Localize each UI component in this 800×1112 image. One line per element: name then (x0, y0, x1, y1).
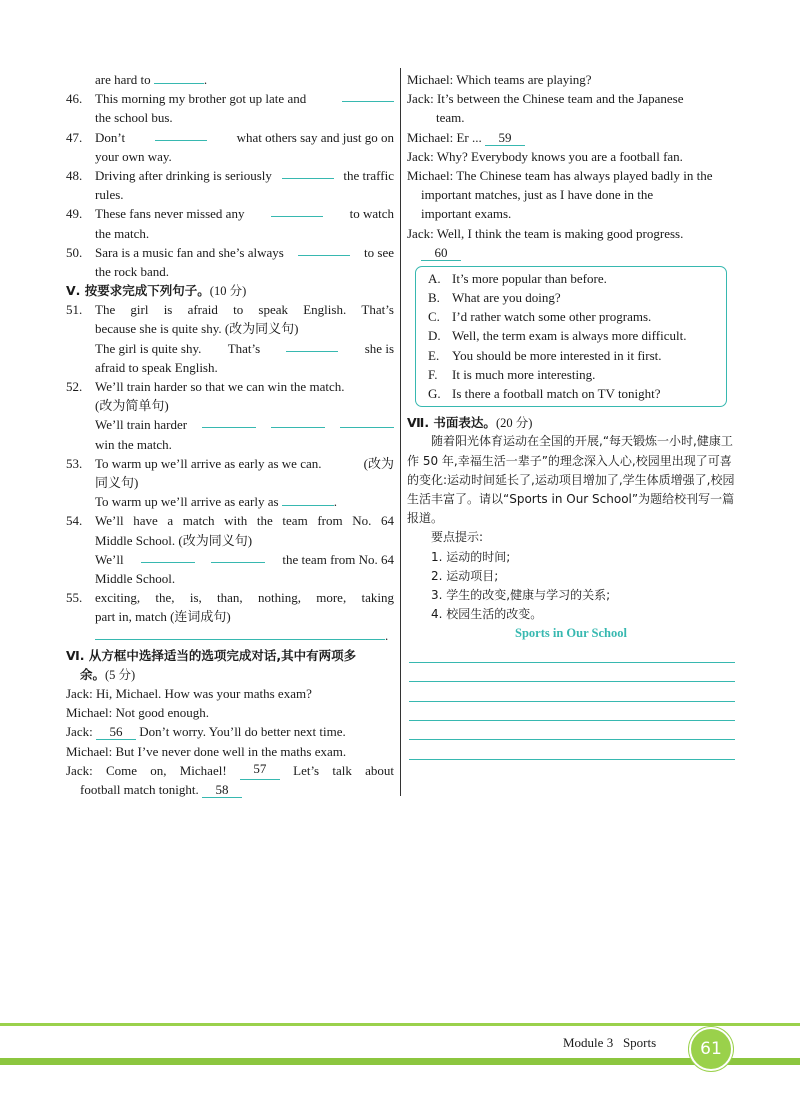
essay-title: Sports in Our School (515, 626, 627, 641)
writing-line[interactable] (409, 702, 735, 721)
dialog-60: 60 (407, 243, 735, 262)
option-a: A. It’s more popular than before. (428, 270, 607, 286)
option-g: G. Is there a football match on TV tonight? (428, 386, 661, 401)
options-box (415, 266, 727, 407)
question-54: 54. We’ll have a match with the team from No. 64 (66, 513, 394, 529)
writing-area[interactable] (407, 644, 735, 760)
option-b: B. What are you doing? (428, 290, 561, 306)
question-53: 53. To warm up we’ll arrive as early as we can. (改为 (66, 455, 394, 471)
answer-blank[interactable] (155, 128, 207, 141)
answer-line[interactable] (95, 627, 385, 640)
question-52: 52. We’ll train harder so that we can win the match. (66, 379, 345, 394)
option-f: F. It is much more interesting. (428, 366, 596, 382)
footer-bar (0, 1058, 800, 1065)
answer-blank[interactable] (282, 166, 334, 179)
question-47: 47. Don’t what others say and just go on (66, 129, 394, 145)
question-48: 48. Driving after drinking is seriously the traffic (66, 167, 394, 183)
right-column: Michael: Which teams are playing? Jack: It’s between the Chinese team and the Japanese team. Michael: Er ... 59 Jack: Why? Everybody knows you are a football fan. Michael: The Chinese team has always played badly in the important matches, just as I have done in the important exams. Jack: Well, I think the team is making good progress. 60 A. It’s more popular than before. B. What are you doing? C. I’d rather watch some other programs. D. Well, the term exam is always more difficult. E. You should be more interested in it first. F. It is much more interesting. G. Is there a football match on TV tonight? Ⅶ. 书面表达。(20 分) 随着阳光体育运动在全国的开展,“每天锻炼一小时,健康工作 50 年,幸福生活一辈子”的理念深入人心,校园里出现了可喜的变化:运动时间延长了,运动项目增加了,学生体质增强了,校园生活丰富了。请以“Sports in Our School”为题给校刊写一篇报道。 要点提示: 1. 运动的时间; 2. 运动项目; 3. 学生的改变,健康与学习的关系; 4. 校园生活的改变。 Sports in Our School (407, 70, 735, 760)
writing-line[interactable] (409, 663, 735, 682)
question-46: 46. This morning my brother got up late and (66, 89, 394, 108)
left-column: are hard to . 46. This morning my brother got up late and the school bus. 47. Don’t what others say and just go on your own way. 48. Driving after drinking is seriously the traffic rules. 49. These fans never missed any to watch the match. 50. Sara is a music fan and she’s always to see the rock band. Ⅴ. 按要求完成下列句子。(10 分) 51. The girl is afraid to speak English. That’s because she is quite shy. (改为同义句) The girl is quite shy. That’s she is afraid to speak English. 52. We’ll train harder so that we can win the match. (改为简单句) We’ll train harder win the match. 53. To warm up we’ll arrive as early as we can. (改为 同义句) To warm up we’ll arrive as early as . 54. We’ll have a match with the team from No. 64 Middle School. (改为同义句) We’ll the team from No. 64 Middle School. 55. exciting, the, is, than, nothing, more, taking part in, match (连词成句) . Ⅵ. 从方框中选择适当的选项完成对话,其中有两项多 余。(5 分) Jack: Hi, Michael. How was your maths exam? Michael: Not good enough. Jack: 56 Don’t worry. You’ll do better next time. Michael: But I’ve never done well in the maths exam. Jack: Come on, Michael! 57 Let’s talk about football match tonight. 58 (66, 70, 394, 799)
option-c: C. I’d rather watch some other programs. (428, 309, 652, 325)
answer-blank[interactable] (271, 204, 323, 217)
answer-blank[interactable] (141, 550, 195, 563)
writing-line[interactable] (409, 721, 735, 740)
section-6-title: Ⅵ. 从方框中选择适当的选项完成对话,其中有两项多 (66, 647, 357, 663)
q45-tail: are hard to . (95, 72, 208, 87)
writing-line[interactable] (409, 644, 735, 663)
answer-blank[interactable] (298, 243, 350, 256)
option-e: E. You should be more interested in it first. (428, 347, 662, 363)
answer-blank[interactable] (282, 493, 334, 506)
section-7-title: Ⅶ. 书面表达。(20 分) (407, 415, 533, 431)
writing-line[interactable] (409, 740, 735, 759)
writing-line[interactable] (409, 682, 735, 701)
question-51: 51. The girl is afraid to speak English. That’s (66, 302, 394, 318)
dialog-58: football match tonight. 58 (66, 780, 394, 799)
dialog-59: Michael: Er ... 59 (407, 128, 735, 147)
section-5-title: Ⅴ. 按要求完成下列句子。(10 分) (66, 283, 247, 299)
question-49: 49. These fans never missed any to watch (66, 206, 394, 222)
answer-blank[interactable] (271, 415, 325, 428)
option-d: D. Well, the term exam is always more difficult. (428, 328, 687, 344)
essay-prompt: 随着阳光体育运动在全国的开展,“每天锻炼一小时,健康工作 50 年,幸福生活一辈子”的理念深入人心,校园里出现了可喜的变化:运动时间延长了,运动项目增加了,学生体质增强了,校园生活丰富了。请以“Sports in Our School”为题给校刊写一篇报道。 (407, 434, 735, 526)
dialog-56: Jack: 56 Don’t worry. You’ll do better next time. (66, 724, 346, 740)
question-50: 50. Sara is a music fan and she’s always to see (66, 244, 394, 260)
answer-blank[interactable] (286, 339, 338, 352)
footer-line (0, 1023, 800, 1026)
dialog-57: Jack: Come on, Michael! 57 Let’s talk about (66, 761, 394, 780)
answer-blank[interactable] (202, 415, 256, 428)
answer-blank[interactable] (154, 71, 204, 84)
column-divider (400, 68, 401, 796)
answer-blank[interactable] (340, 415, 394, 428)
answer-blank[interactable] (342, 89, 394, 102)
answer-blank[interactable] (211, 550, 265, 563)
footer-module: Module 3 Sports (563, 1035, 657, 1050)
page-number: 61 (689, 1027, 733, 1071)
question-55: 55. exciting, the, is, than, nothing, more, taking (66, 590, 394, 606)
